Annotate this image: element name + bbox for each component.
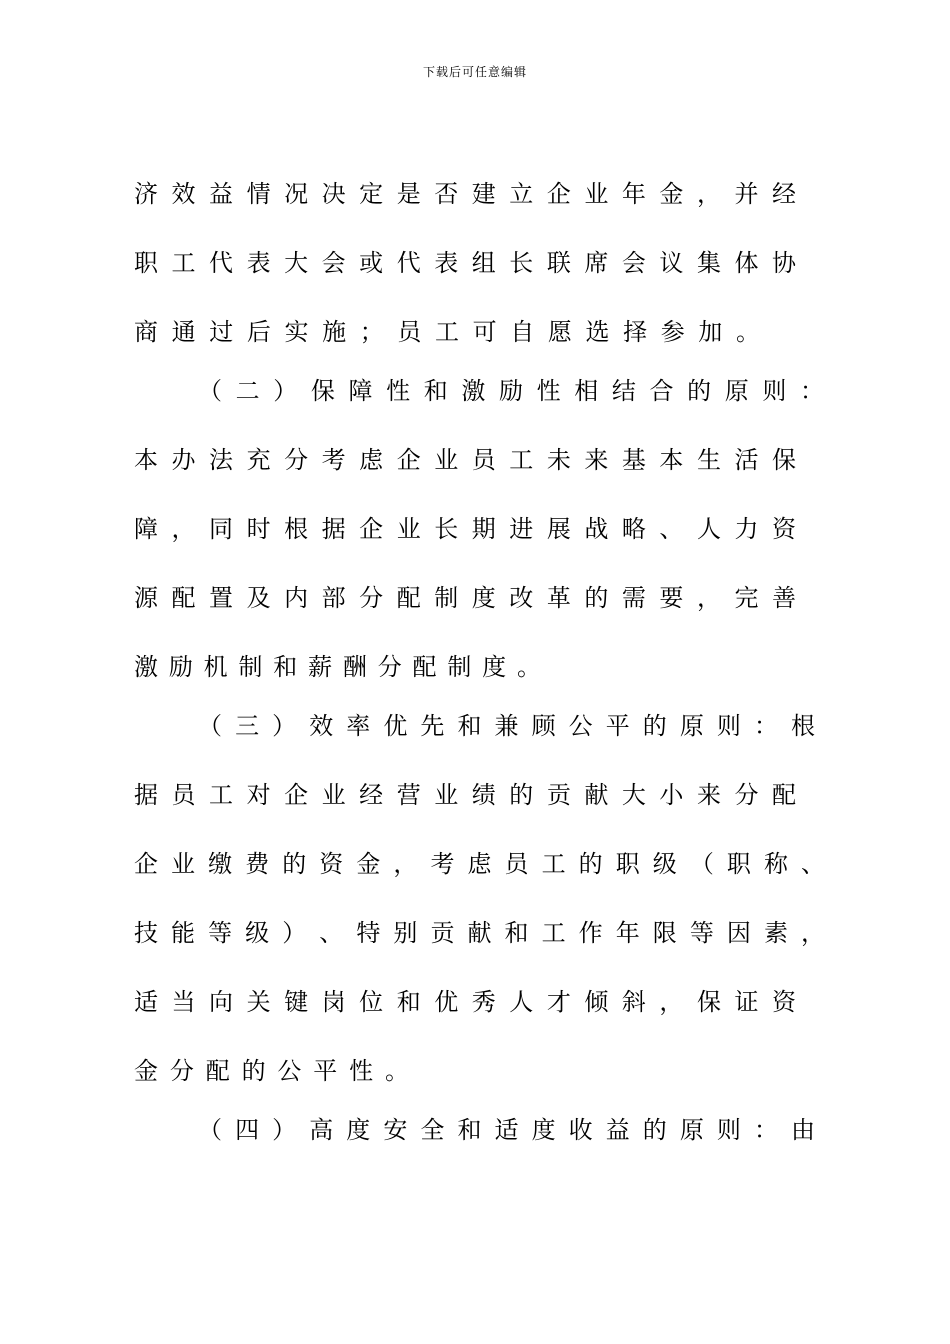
body-line: 据 员 工 对 企 业 经 营 业 绩 的 贡 献 大 小 来 分 配 — [134, 781, 796, 809]
body-line: 职 工 代 表 大 会 或 代 表 组 长 联 席 会 议 集 体 协 — [134, 249, 796, 277]
body-line: 济 效 益 情 况 决 定 是 否 建 立 企 业 年 金 ， 并 经 — [134, 180, 796, 208]
body-line: 商 通 过 后 实 施 ； 员 工 可 自 愿 选 择 参 加 。 — [134, 318, 760, 346]
body-line: 源 配 置 及 内 部 分 配 制 度 改 革 的 需 要 ， 完 善 — [134, 584, 796, 612]
body-line: （ 四 ） 高 度 安 全 和 适 度 收 益 的 原 则 ： 由 — [198, 1116, 815, 1144]
body-line: 金 分 配 的 公 平 性 。 — [134, 1057, 409, 1085]
body-line: 障 ， 同 时 根 据 企 业 长 期 进 展 战 略 、 人 力 资 — [134, 515, 796, 543]
body-line: 企 业 缴 费 的 资 金 ， 考 虑 员 工 的 职 级 （ 职 称 、 — [134, 850, 825, 878]
body-line: 本 办 法 充 分 考 虑 企 业 员 工 未 来 基 本 生 活 保 — [134, 446, 796, 474]
body-line: 技 能 等 级 ） 、 特 别 贡 献 和 工 作 年 限 等 因 素 ， — [134, 919, 825, 947]
body-line: 适 当 向 关 键 岗 位 和 优 秀 人 才 倾 斜 ， 保 证 资 — [134, 988, 796, 1016]
body-line: 激 励 机 制 和 薪 酬 分 配 制 度 。 — [134, 653, 541, 681]
body-line: （ 三 ） 效 率 优 先 和 兼 顾 公 平 的 原 则 ： 根 — [198, 712, 815, 740]
body-line: （ 二 ） 保 障 性 和 激 励 性 相 结 合 的 原 则 ： — [198, 377, 824, 405]
page-header: 下载后可任意编辑 — [422, 65, 527, 79]
